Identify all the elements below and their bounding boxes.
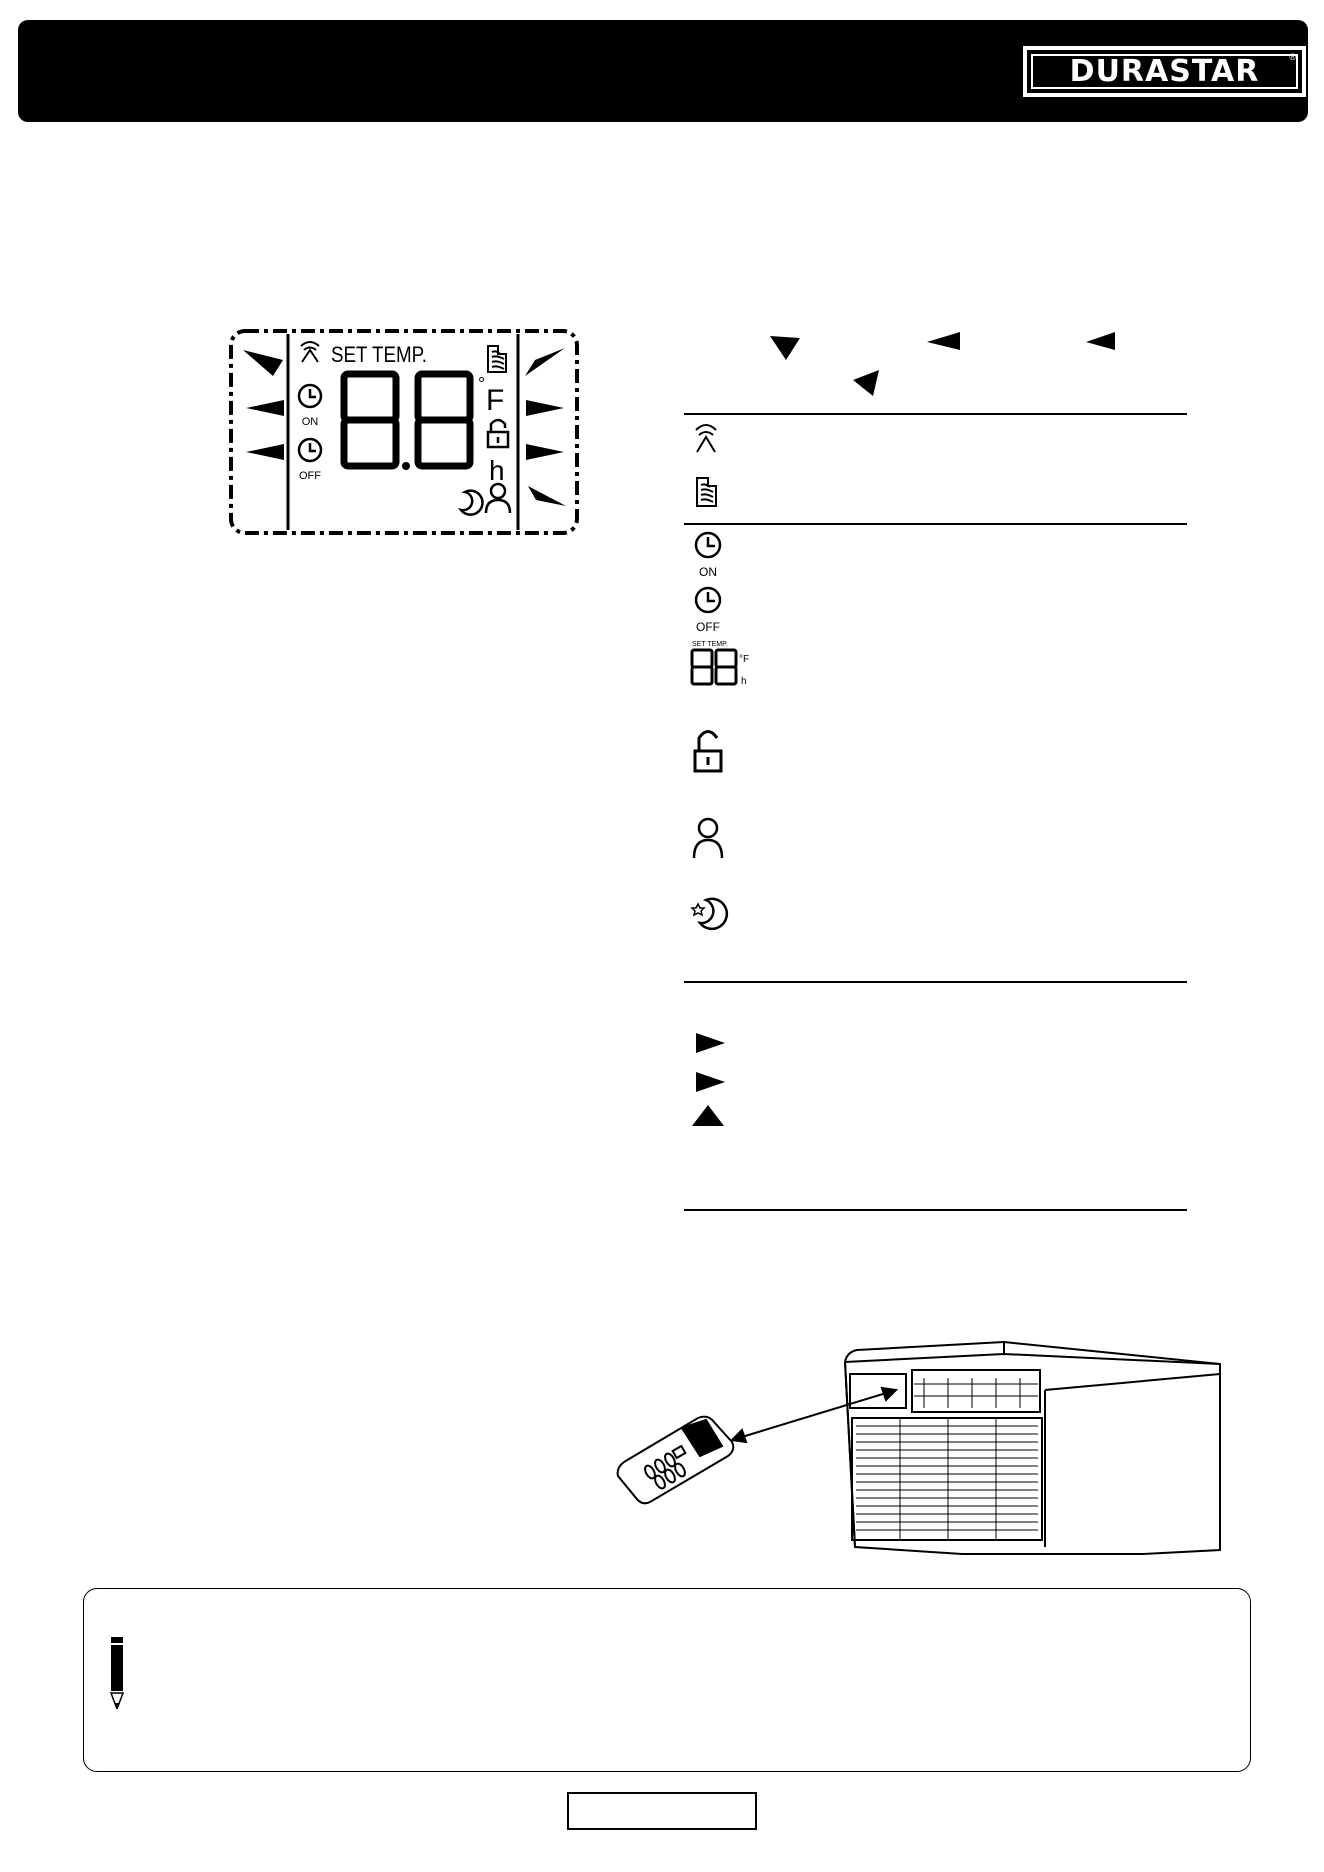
lcd-left-pointer-1 bbox=[243, 350, 283, 376]
legend-timer-off-label: OFF bbox=[696, 620, 720, 634]
remote-signal-icon bbox=[696, 425, 716, 452]
ac-unit-illustration bbox=[612, 1322, 1232, 1560]
grille-louvres bbox=[856, 1378, 1038, 1540]
pointer-down-2 bbox=[853, 370, 879, 396]
remote-control bbox=[618, 1417, 734, 1504]
mini-set-temp-label: SET TEMP. bbox=[692, 641, 728, 648]
lcd-degree: ° bbox=[478, 374, 486, 394]
mini-digits bbox=[692, 650, 736, 684]
pencil-icon bbox=[108, 1637, 126, 1709]
pointer-left-2 bbox=[1086, 332, 1115, 350]
lcd-big-digits bbox=[344, 374, 470, 466]
pointer-left-1 bbox=[927, 332, 960, 350]
timer-off-icon bbox=[696, 588, 720, 612]
lcd-left-pointer-2 bbox=[246, 400, 284, 416]
lcd-decimal-point bbox=[402, 462, 410, 470]
lcd-timer-off-label: OFF bbox=[299, 470, 321, 482]
lock-icon bbox=[695, 732, 721, 772]
person-icon bbox=[694, 819, 722, 858]
note-box bbox=[83, 1588, 1251, 1772]
mini-unit-h: h bbox=[741, 676, 747, 687]
lcd-timer-off-icon bbox=[299, 439, 321, 461]
legend-right-arrow-1 bbox=[696, 1033, 725, 1053]
lcd-left-pointer-3 bbox=[246, 444, 284, 460]
lcd-timer-on-label: ON bbox=[301, 416, 319, 428]
lcd-right-pointer-3 bbox=[526, 444, 564, 460]
sleep-moon-icon bbox=[692, 899, 727, 929]
legend-timer-on-label: ON bbox=[699, 565, 717, 579]
lcd-lock-icon bbox=[488, 420, 508, 447]
logo-text: DURASTAR bbox=[1069, 54, 1260, 89]
section-rule-1 bbox=[684, 413, 1187, 415]
lcd-right-pointer-2 bbox=[526, 400, 564, 416]
pointer-down-1 bbox=[770, 336, 800, 360]
filter-icon bbox=[697, 478, 716, 506]
lcd-right-pointer-1 bbox=[525, 348, 565, 376]
registered-mark: ® bbox=[1289, 52, 1296, 62]
lcd-unit-h: h bbox=[489, 455, 505, 486]
header-bar bbox=[18, 20, 1308, 122]
legend-icons bbox=[684, 420, 764, 1140]
brand-logo bbox=[1023, 46, 1306, 97]
page-number-box bbox=[567, 1792, 757, 1830]
lcd-right-pointer-4 bbox=[528, 486, 566, 506]
legend-right-arrow-2 bbox=[696, 1072, 725, 1092]
lcd-set-temp-label: SET TEMP. bbox=[331, 342, 427, 367]
lcd-sleep-moon-icon bbox=[461, 491, 482, 515]
lcd-panel bbox=[228, 328, 580, 536]
lcd-timer-on-icon bbox=[299, 385, 321, 407]
lcd-filter-icon bbox=[488, 346, 506, 372]
lcd-person-icon bbox=[486, 484, 510, 513]
lcd-unit-f: F bbox=[486, 384, 505, 417]
mini-unit-f: °F bbox=[739, 654, 750, 665]
timer-on-icon bbox=[696, 533, 720, 557]
legend-up-arrow bbox=[692, 1105, 724, 1126]
lcd-remote-signal-icon bbox=[301, 342, 319, 362]
section-rule-4 bbox=[684, 1209, 1187, 1211]
top-pointer-arrows bbox=[765, 328, 1145, 404]
